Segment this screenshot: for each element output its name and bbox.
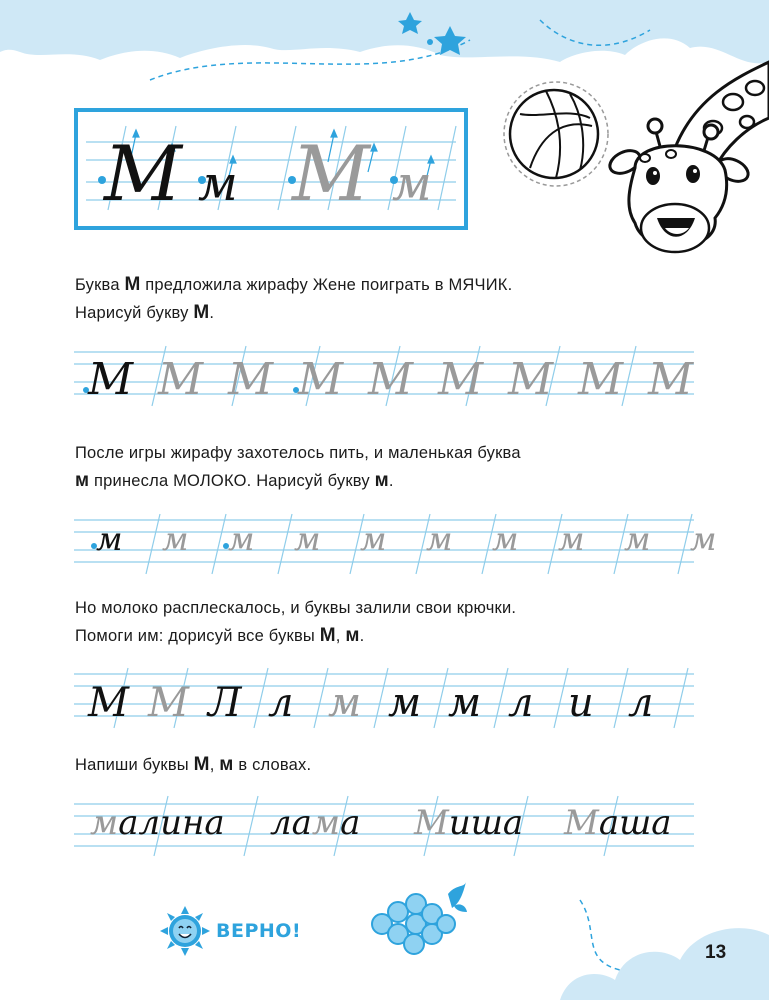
header-capital-gray: М — [292, 129, 370, 218]
capital-letter-practice-row[interactable] — [74, 340, 694, 408]
row2-letters-letter: м — [228, 520, 255, 558]
row3-letters-letter: л — [508, 680, 534, 726]
page-number: 13 — [705, 942, 727, 963]
task-4-text: Напиши буквы М, м в словах. — [75, 754, 312, 775]
row3-letters-letter: м — [388, 680, 422, 726]
letter-header-box — [74, 108, 468, 230]
row2-letters-letter: м — [624, 520, 651, 558]
header-lower-gray: м — [392, 156, 432, 212]
sun-smile-icon — [160, 906, 210, 956]
row3-letters-letter: и — [568, 680, 594, 726]
task-1-text: Буква М предложила жирафу Жене поиграть в МЯЧИК. Нарисуй букву М. — [75, 274, 513, 323]
raspberry-icon — [368, 878, 468, 958]
header-capital-black: М — [104, 129, 182, 218]
row2-letters-letter: м — [558, 520, 585, 558]
ball-icon — [500, 78, 612, 190]
row1-letters-letter: М — [648, 354, 694, 405]
row1-letters-letter: М — [158, 354, 204, 405]
row3-letters-letter: л — [268, 680, 294, 726]
lowercase-letter-practice-row[interactable] — [74, 508, 717, 576]
verno-badge — [160, 905, 301, 957]
row1-letters-letter: М — [578, 354, 624, 405]
word-misha: Миша — [414, 803, 524, 843]
row2-letters-letter: м — [690, 520, 717, 558]
words-practice-row[interactable] — [74, 790, 694, 860]
row2-letters-letter: м — [96, 520, 123, 558]
bottom-cloud-decoration — [560, 900, 769, 1000]
row1-letters-letter: М — [508, 354, 554, 405]
row2-letters-letter: м — [294, 520, 321, 558]
task-2-text: После игры жирафу захотелось пить, и маленькая буква м принесла МОЛОКО. Нарисуй букву м. — [75, 444, 521, 491]
task-3-text: Но молоко расплескалось, и буквы залили свои крючки. Помоги им: дорисуй все буквы М, м. — [75, 599, 517, 646]
row3-letters-letter: л — [628, 680, 654, 726]
row3-letters-letter: М — [88, 680, 129, 726]
row2-letters-letter: м — [426, 520, 453, 558]
row1-letters-letter: М — [228, 354, 274, 405]
word-malina: малина — [90, 803, 225, 843]
row3-letters-letter: М — [148, 680, 189, 726]
row1-letters-letter: М — [438, 354, 484, 405]
row2-letters-letter: м — [360, 520, 387, 558]
header-lower-black: м — [198, 156, 238, 212]
word-lama: лама — [270, 803, 361, 843]
row2-letters-letter: м — [492, 520, 519, 558]
verno-label: ВЕРНО! — [216, 920, 302, 942]
row3-letters-letter: м — [328, 680, 362, 726]
giraffe-icon — [605, 58, 769, 270]
row2-letters-letter: м — [162, 520, 189, 558]
row3-letters-letter: Л — [208, 680, 242, 726]
row1-letters-letter: М — [298, 354, 344, 405]
row1-letters-letter: М — [88, 354, 134, 405]
complete-letters-row[interactable] — [74, 662, 694, 730]
row1-letters-letter: М — [368, 354, 414, 405]
row3-letters-letter: м — [448, 680, 482, 726]
word-masha: Маша — [564, 803, 672, 843]
